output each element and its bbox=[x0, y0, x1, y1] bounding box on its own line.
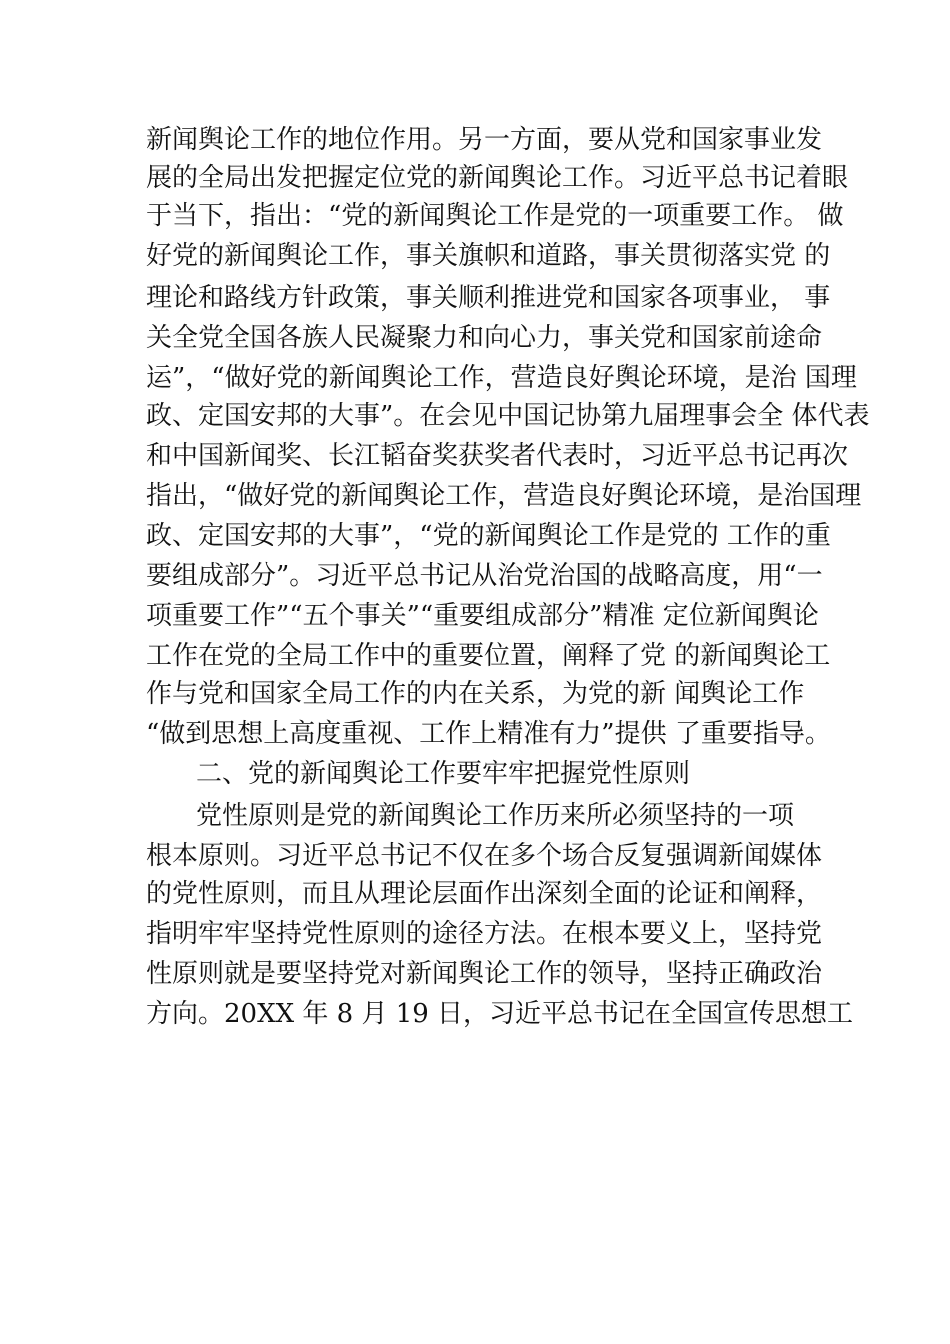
text-line: 新闻舆论工作的地位作用。另一方面，要从党和国家事业发 bbox=[146, 125, 823, 155]
text-line: 根本原则。习近平总书记不仅在多个场合反复强调新闻媒体 bbox=[146, 841, 823, 871]
text-line: 作与党和国家全局工作的内在关系，为党的新 闻舆论工作 bbox=[146, 679, 805, 709]
text-line: 性原则就是要坚持党对新闻舆论工作的领导，坚持正确政治 bbox=[146, 959, 823, 989]
text-line: 和中国新闻奖、长江韬奋奖获奖者代表时，习近平总书记再次 bbox=[146, 441, 849, 471]
text-line: 的党性原则，而且从理论层面作出深刻全面的论证和阐释， bbox=[146, 879, 823, 909]
text-line: 指出，“做好党的新闻舆论工作，营造良好舆论环境，是治国理 bbox=[146, 481, 862, 511]
text-line: 好党的新闻舆论工作，事关旗帜和道路，事关贯彻落实党 的 bbox=[146, 241, 831, 271]
text-line: 运”，“做好党的新闻舆论工作，营造良好舆论环境，是治 国理 bbox=[146, 363, 857, 393]
text-line: 工作在党的全局工作中的重要位置，阐释了党 的新闻舆论工 bbox=[146, 641, 831, 671]
section-heading: 二、党的新闻舆论工作要牢牢把握党性原则 bbox=[196, 759, 691, 789]
text-line: 于当下，指出：“党的新闻舆论工作是党的一项重要工作。 做 bbox=[146, 201, 844, 231]
text-line: 党性原则是党的新闻舆论工作历来所必须坚持的一项 bbox=[196, 801, 795, 831]
text-line: “做到思想上高度重视、工作上精准有力”提供 了重要指导。 bbox=[146, 719, 831, 749]
text-line: 展的全局出发把握定位党的新闻舆论工作。习近平总书记着眼 bbox=[146, 163, 849, 193]
text-line: 要组成部分”。习近平总书记从治党治国的战略高度，用“一 bbox=[146, 561, 823, 591]
text-line: 关全党全国各族人民凝聚力和向心力，事关党和国家前途命 bbox=[146, 323, 823, 353]
text-line: 方向。20XX 年 8 月 19 日，习近平总书记在全国宣传思想工 bbox=[146, 999, 854, 1029]
text-line: 理论和路线方针政策，事关顺利推进党和国家各项事业， 事 bbox=[146, 283, 831, 313]
text-line: 政、定国安邦的大事”。在会见中国记协第九届理事会全 体代表 bbox=[146, 401, 870, 431]
text-line: 政、定国安邦的大事”，“党的新闻舆论工作是党的 工作的重 bbox=[146, 521, 831, 551]
text-line: 项重要工作”“五个事关”“重要组成部分”精准 定位新闻舆论 bbox=[146, 601, 819, 631]
text-line: 指明牢牢坚持党性原则的途径方法。在根本要义上，坚持党 bbox=[146, 919, 823, 949]
